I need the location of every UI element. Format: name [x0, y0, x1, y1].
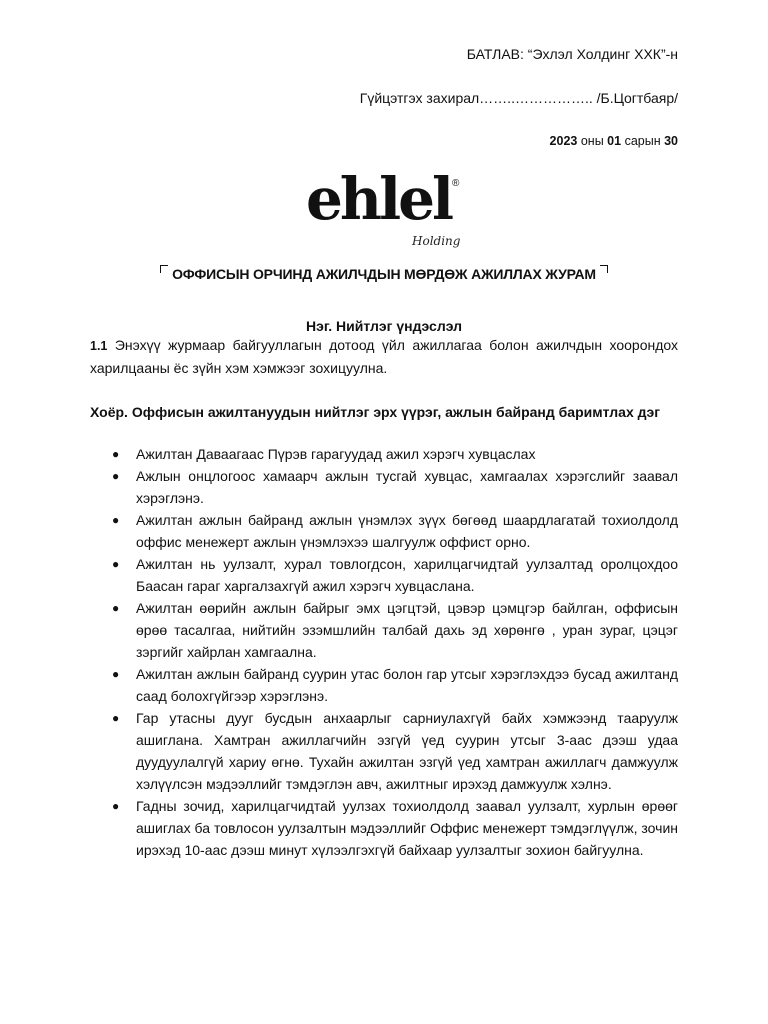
logo-wordmark: ehlel [306, 165, 452, 233]
bullet-icon: ● [112, 447, 120, 461]
list-item [90, 663, 678, 707]
logo-subtitle: Holding [412, 234, 461, 248]
list-item-text: Ажлын онцлогоос хамаарч ажлын тусгай хувцас, хамгаалах хэрэгслийг заавал хэрэглэнэ. [136, 468, 678, 506]
bullet-icon: ● [112, 711, 120, 725]
bullet-icon: ● [112, 799, 120, 813]
bullet-icon: ● [112, 557, 120, 571]
list-item-text: Ажилтан нь уулзалт, хурал товлогдсон, харилцагчидтай уулзалтад оролцохдоо Баасан гараг харгалзахгүй ажил хэрэгч хувцаслана. [136, 556, 678, 594]
company-logo [306, 165, 466, 254]
list-item-text: Гадны зочид, харилцагчидтай уулзах тохиолдолд заавал уулзалт, хурлын өрөөг ашиглах ба товлосон уулзалтын мэдээллийг Оффис менежерт тэмдэглүүлж, зочин ирэхэд 10-аас дээш минут хүлээлгэхгүй байхаар уулзалтыг зохион байгуулна. [136, 798, 678, 858]
list-item [90, 553, 678, 597]
date-year-word: оны [580, 134, 604, 148]
list-item [90, 795, 678, 861]
section2-heading: Хоёр. Оффисын ажилтануудын нийтлэг эрх үүрэг, ажлын байранд баримтлах дэг [90, 404, 661, 420]
bullet-icon: ● [112, 513, 120, 527]
date-month: 01 [607, 134, 622, 148]
section1-heading: Нэг. Нийтлэг үндэслэл [305, 318, 463, 334]
list-item-text: Ажилтан өөрийн ажлын байрыг эмх цэгцтэй, цэвэр цэмцгэр байлган, оффисын өрөө тасалгаа, нийтийн эзэмшлийн талбай дахь эд хөрөнгө , уран зураг, цэцэг зэргийг хайрлан хамгаална. [136, 600, 678, 660]
list-item [90, 597, 678, 663]
date-year: 2023 [549, 134, 578, 148]
date-day: 30 [664, 134, 678, 148]
document-title-text: ОФФИСЫН ОРЧИНД АЖИЛЧДЫН МӨРДӨЖ АЖИЛЛАХ ЖУРАМ [172, 266, 596, 282]
rules-list [90, 443, 678, 861]
approval-date [550, 134, 678, 148]
title-corner-left [160, 265, 168, 273]
paragraph-text: Энэхүү журмаар байгууллагын дотоод үйл ажиллагаа болон ажилчдын хоорондох харилцааны ёс зүйн хэм хэмжээг зохицуулна. [90, 337, 679, 376]
list-item-text: Ажилтан Даваагаас Пүрэв гарагуудад ажил хэрэгч хувцаслах [136, 446, 536, 462]
registered-mark: ® [452, 178, 460, 189]
list-item-text: Ажилтан ажлын байранд суурин утас болон гар утсыг хэрэглэхдээ бусад ажилтанд саад болохгүйгээр хэрэглэнэ. [136, 666, 678, 704]
list-item [90, 465, 678, 509]
bullet-icon: ● [112, 601, 120, 615]
document-title [0, 266, 768, 282]
list-item-text: Ажилтан ажлын байранд ажлын үнэмлэх зүүх бөгөөд шаардлагатай тохиолдолд оффис менежерт ажлын үнэмлэхээ шалгуулж оффист орно. [136, 512, 678, 550]
bullet-icon: ● [112, 667, 120, 681]
list-item [90, 707, 678, 795]
section1-paragraph [90, 334, 678, 379]
paragraph-number: 1.1 [90, 339, 108, 353]
list-item [90, 509, 678, 553]
director-signature-line: Гүйцэтгэх захирал……..…………….. /Б.Цогтбаяр/ [359, 90, 678, 106]
list-item-text: Гар утасны дууг бусдын анхаарлыг сарниулахгүй байх хэмжээнд тааруулж ашиглана. Хамтран ажиллагчийн эзгүй үед суурин утсыг 3-аас дээш удаа дуудуулалгүй хариу өгнө. Тухайн ажилтан эзгүй үед хамтран ажиллагч дамжуулж хэлүүлсэн мэдээллийг тэмдэглэн авч, ажилтныг ирэхэд дамжуулж хэлнэ. [136, 710, 678, 792]
bullet-icon: ● [112, 469, 120, 483]
title-corner-right [600, 265, 608, 273]
list-item [90, 443, 678, 465]
approval-line: БАТЛАВ: “Эхлэл Холдинг ХХК”-н [466, 46, 678, 62]
date-month-word: сарын [624, 134, 661, 148]
